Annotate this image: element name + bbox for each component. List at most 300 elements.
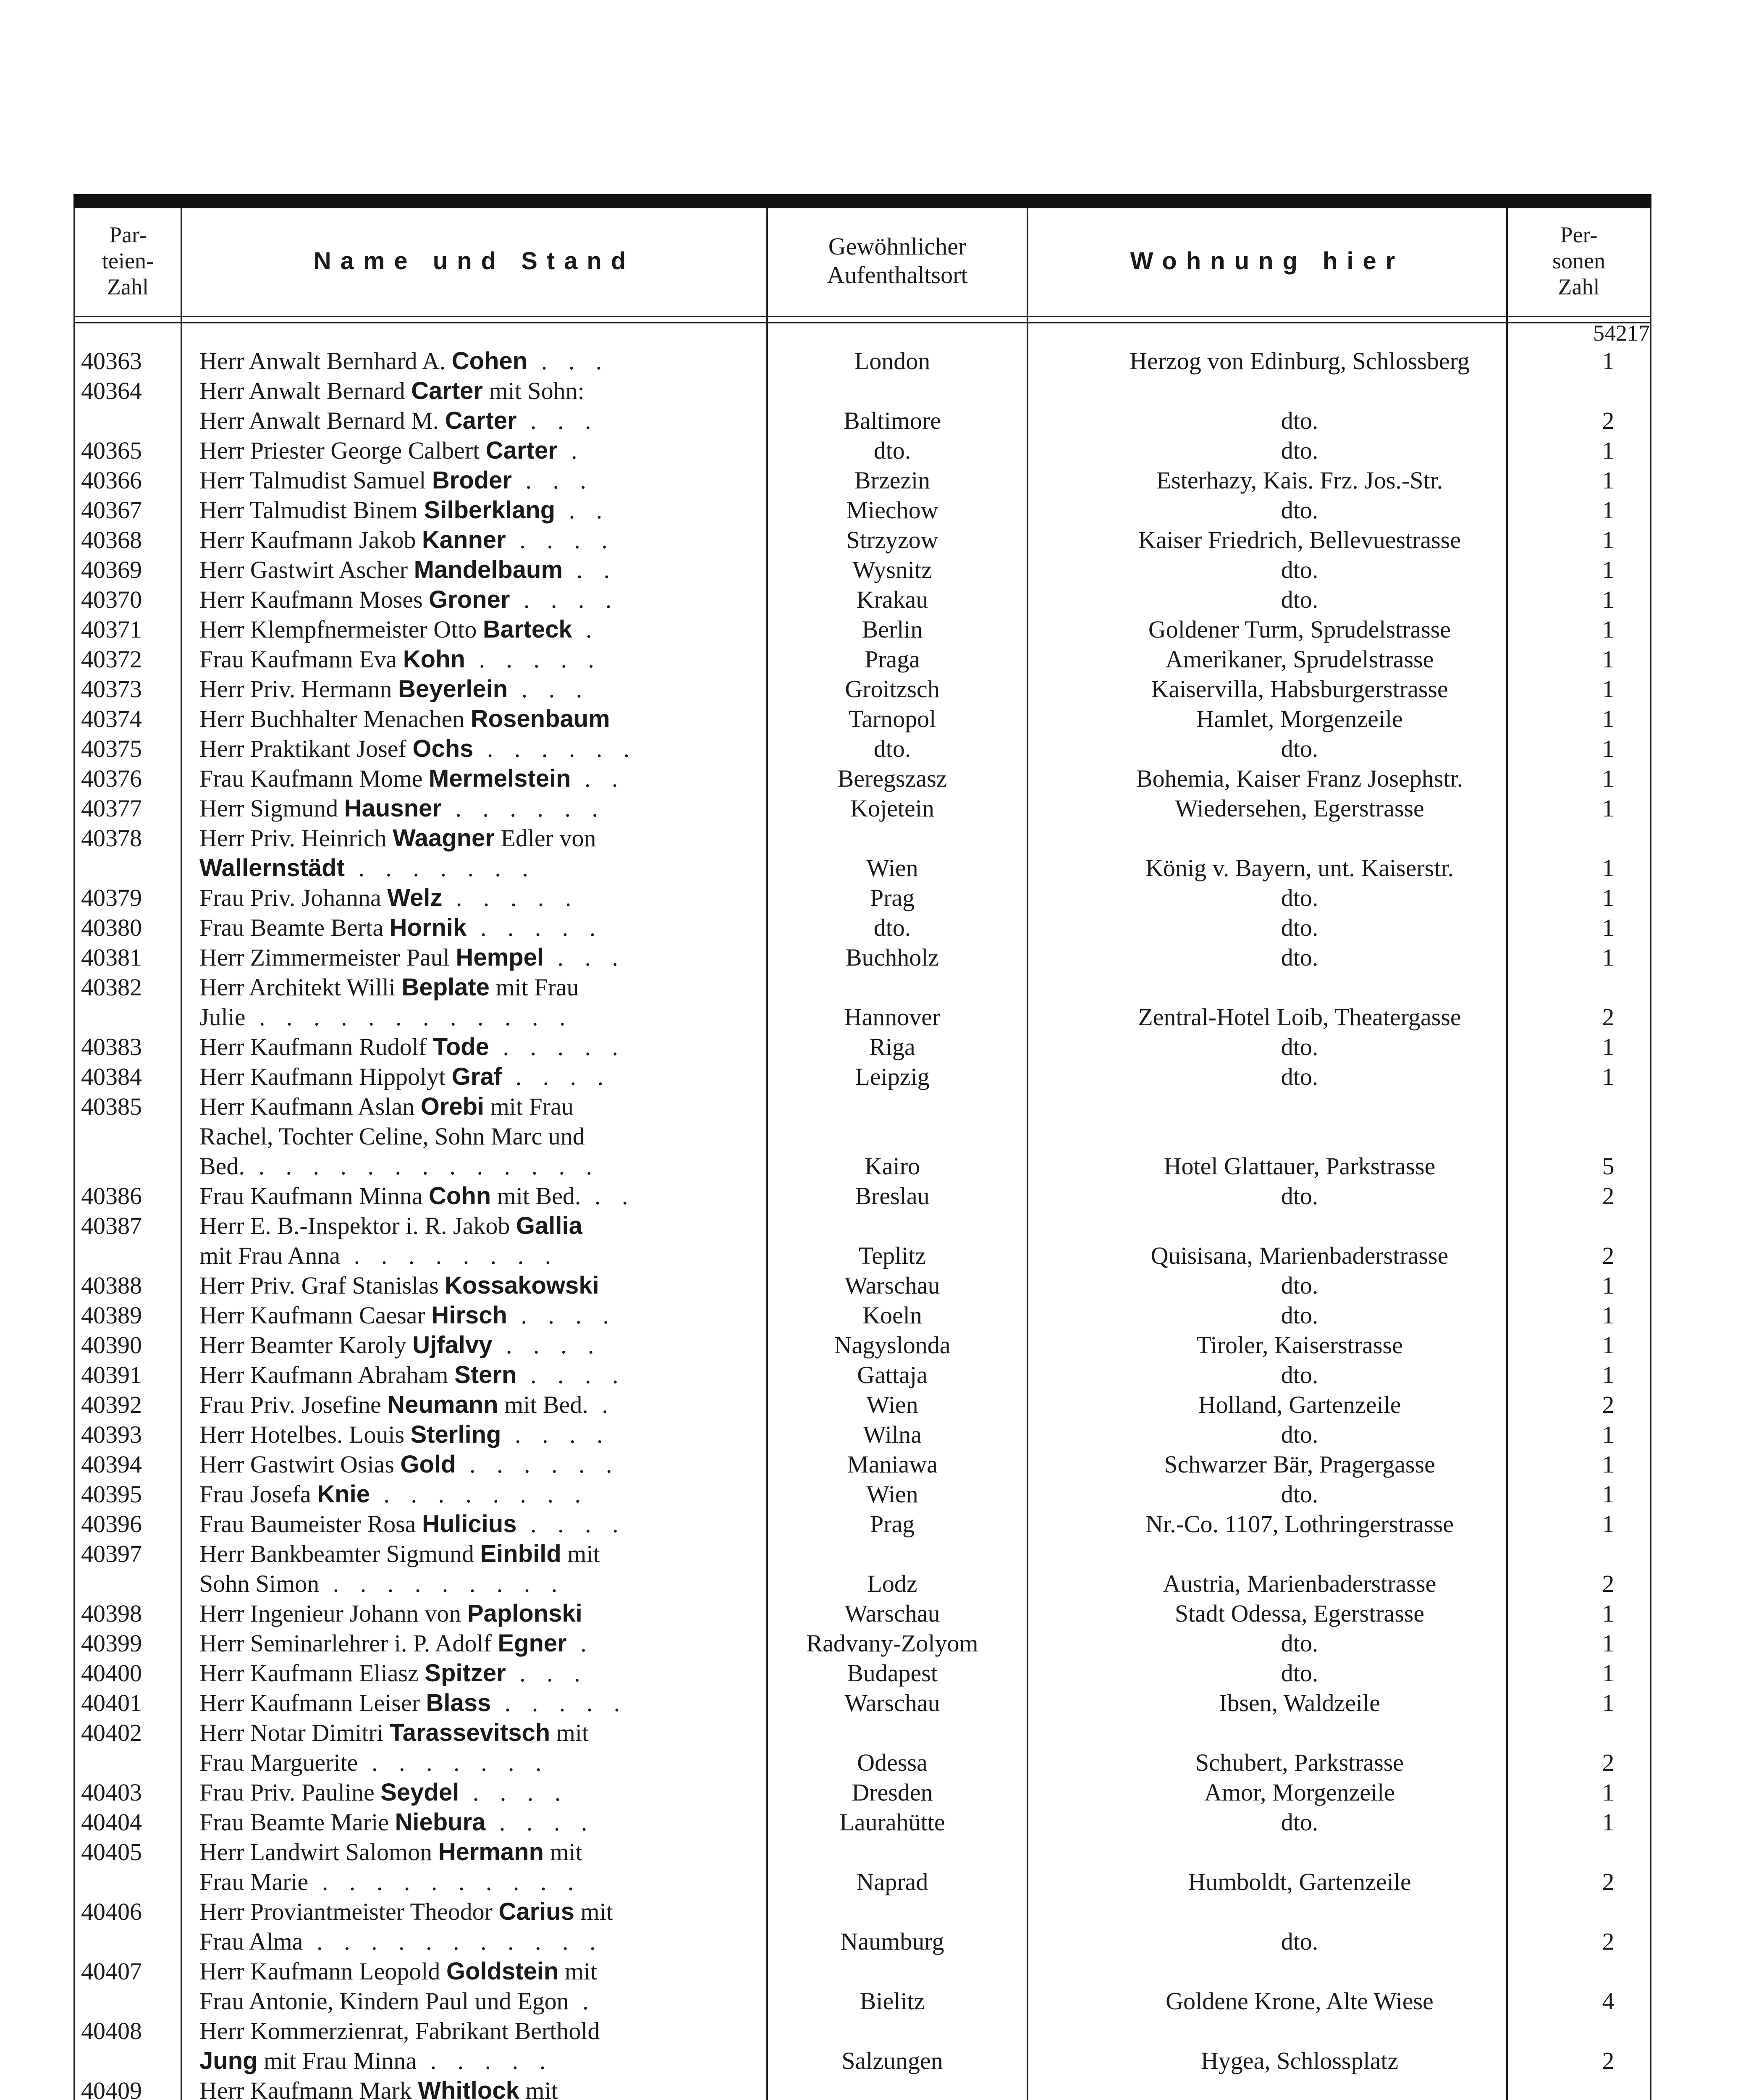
party-number: 40409 bbox=[81, 2077, 142, 2100]
local-address: Amerikaner, Sprudelstrasse bbox=[1165, 646, 1434, 673]
person-count: 1 bbox=[1602, 795, 1615, 822]
header-num-line: Zahl bbox=[107, 274, 149, 299]
usual-residence: Naprad bbox=[856, 1868, 928, 1895]
surname: Carius bbox=[498, 1898, 574, 1925]
party-number: 40403 bbox=[81, 1779, 142, 1806]
usual-residence: London bbox=[854, 347, 930, 375]
name-and-title bbox=[199, 1300, 833, 1330]
local-address: dto. bbox=[1281, 1421, 1318, 1448]
person-count: 1 bbox=[1602, 675, 1615, 703]
person-count: 1 bbox=[1602, 765, 1615, 792]
table-row bbox=[73, 674, 1651, 704]
local-address: Goldene Krone, Alte Wiese bbox=[1166, 1987, 1434, 2015]
header-name-und-stand: Name und Stand bbox=[313, 247, 635, 275]
surname: Stern bbox=[454, 1361, 517, 1389]
usual-residence: Strzyzow bbox=[846, 526, 938, 554]
table-row bbox=[73, 1837, 1651, 1867]
table-row bbox=[73, 1927, 1651, 1956]
person-count: 1 bbox=[1602, 735, 1615, 762]
table-row bbox=[73, 614, 1651, 644]
name-text: Herr Talmudist Samuel bbox=[199, 467, 432, 494]
name-and-title bbox=[199, 823, 833, 853]
name-and-title bbox=[199, 1867, 833, 1897]
usual-residence: Teplitz bbox=[858, 1242, 926, 1269]
name-text: Herr Kaufmann Jakob bbox=[199, 526, 422, 554]
person-count: 1 bbox=[1602, 616, 1615, 643]
name-and-title bbox=[199, 1569, 833, 1599]
leader-dots: . . bbox=[581, 1182, 636, 1210]
surname: Welz bbox=[387, 884, 443, 911]
table-row bbox=[73, 1330, 1651, 1360]
leader-dots: . . . . . bbox=[465, 646, 602, 673]
name-text: Herr Kaufmann Moses bbox=[199, 586, 429, 613]
name-and-title bbox=[199, 942, 833, 972]
name-text: Herr Notar Dimitri bbox=[199, 1719, 390, 1746]
person-count: 1 bbox=[1602, 347, 1615, 375]
table-row bbox=[73, 436, 1651, 465]
name-text: Frau Antonie, Kindern Paul und Egon bbox=[199, 1987, 569, 2015]
leader-dots: . . . . bbox=[459, 1779, 569, 1806]
surname: Knie bbox=[317, 1480, 370, 1508]
table-row bbox=[73, 346, 1651, 376]
leader-dots: . bbox=[572, 616, 600, 643]
table-row bbox=[73, 1539, 1651, 1569]
table-row bbox=[73, 2016, 1651, 2046]
person-count: 1 bbox=[1602, 467, 1615, 494]
name-text: Bed. bbox=[199, 1152, 245, 1180]
table-row bbox=[73, 1092, 1651, 1121]
party-number: 40365 bbox=[81, 437, 142, 464]
leader-dots: . . . . . bbox=[417, 2047, 553, 2074]
party-number: 40374 bbox=[81, 705, 142, 732]
leader-dots: . . . bbox=[527, 347, 610, 375]
surname: Kanner bbox=[422, 526, 506, 554]
local-address: dto. bbox=[1281, 1480, 1318, 1508]
party-number: 40378 bbox=[81, 824, 142, 852]
local-address: dto. bbox=[1281, 1033, 1318, 1060]
table-row bbox=[73, 1121, 1651, 1151]
table-row bbox=[73, 883, 1651, 913]
usual-residence: Baltimore bbox=[844, 407, 941, 434]
local-address: dto. bbox=[1281, 1659, 1318, 1687]
party-number: 40367 bbox=[81, 496, 142, 524]
name-text: Herr Bankbeamter Sigmund bbox=[199, 1540, 480, 1567]
usual-residence: Gattaja bbox=[857, 1361, 928, 1389]
top-rule bbox=[73, 194, 1651, 208]
surname: Whitlock bbox=[418, 2077, 519, 2100]
table-row bbox=[73, 1360, 1651, 1390]
usual-residence: Beregszasz bbox=[837, 765, 947, 792]
surname: Neumann bbox=[387, 1391, 498, 1418]
local-address: Ibsen, Waldzeile bbox=[1219, 1689, 1380, 1717]
name-and-title bbox=[199, 1986, 833, 2016]
name-suffix: mit bbox=[550, 1719, 589, 1746]
party-number: 40405 bbox=[81, 1838, 142, 1866]
name-and-title bbox=[199, 525, 833, 555]
table-row bbox=[73, 1599, 1651, 1628]
leader-dots: . . . . . . . . . . . . . bbox=[244, 1152, 600, 1180]
local-address: Zentral-Hotel Loib, Theatergasse bbox=[1138, 1003, 1461, 1031]
name-text: Herr Beamter Karoly bbox=[199, 1331, 413, 1359]
table-row bbox=[73, 1151, 1651, 1181]
surname: Jung bbox=[199, 2047, 258, 2074]
local-address: Schubert, Parkstrasse bbox=[1195, 1749, 1404, 1776]
person-count: 1 bbox=[1602, 854, 1615, 882]
name-and-title bbox=[199, 644, 833, 674]
name-and-title bbox=[199, 1151, 833, 1181]
name-and-title bbox=[199, 1092, 833, 1121]
name-text: Frau Josefa bbox=[199, 1480, 317, 1508]
name-and-title bbox=[199, 1807, 833, 1837]
name-and-title bbox=[199, 2076, 833, 2100]
leader-dots: . . . . . . bbox=[441, 795, 605, 822]
name-text: mit Frau Anna bbox=[199, 1242, 341, 1269]
party-number: 40368 bbox=[81, 526, 142, 554]
usual-residence: Berlin bbox=[862, 616, 923, 643]
person-count: 1 bbox=[1602, 1033, 1615, 1060]
name-text: Frau Beamte Marie bbox=[199, 1809, 395, 1836]
header-pers-line: sonen bbox=[1552, 248, 1605, 273]
name-text: Rachel, Tochter Celine, Sohn Marc und bbox=[199, 1123, 585, 1150]
local-address: Goldener Turm, Sprudelstrasse bbox=[1148, 616, 1451, 643]
name-and-title bbox=[199, 1211, 833, 1241]
header-parteien-zahl bbox=[75, 208, 181, 313]
name-text: Frau Priv. Pauline bbox=[199, 1779, 381, 1806]
name-and-title bbox=[199, 585, 833, 614]
name-and-title bbox=[199, 1539, 833, 1569]
party-number: 40396 bbox=[81, 1510, 142, 1538]
name-and-title bbox=[199, 853, 833, 883]
name-and-title bbox=[199, 1002, 833, 1032]
local-address: dto. bbox=[1281, 735, 1318, 762]
party-number: 40366 bbox=[81, 467, 142, 494]
surname: Einbild bbox=[480, 1540, 561, 1567]
party-number: 40387 bbox=[81, 1212, 142, 1239]
local-address: Herzog von Edinburg, Schlossberg bbox=[1130, 347, 1470, 375]
name-and-title bbox=[199, 1181, 833, 1211]
surname: Groner bbox=[429, 586, 510, 613]
party-number: 40363 bbox=[81, 347, 142, 375]
name-and-title bbox=[199, 1330, 833, 1360]
local-address: Tiroler, Kaiserstrasse bbox=[1196, 1331, 1403, 1359]
person-count: 2 bbox=[1602, 1868, 1615, 1895]
table-row bbox=[73, 525, 1651, 555]
party-number: 40402 bbox=[81, 1719, 142, 1746]
name-and-title bbox=[199, 1956, 833, 1986]
name-text: Herr Kommerzienrat, Fabrikant Berthold bbox=[199, 2017, 600, 2045]
name-text: Herr Anwalt Bernard M. bbox=[199, 407, 445, 434]
person-count: 2 bbox=[1602, 1391, 1615, 1418]
usual-residence: Kairo bbox=[864, 1152, 920, 1180]
surname: Mermelstein bbox=[429, 765, 571, 792]
surname: Mandelbaum bbox=[414, 556, 563, 583]
table-row bbox=[73, 1956, 1651, 1986]
name-text: Herr E. B.-Inspektor i. R. Jakob bbox=[199, 1212, 516, 1239]
surname: Carter bbox=[411, 377, 483, 404]
leader-dots: . . . . . . . . bbox=[370, 1480, 588, 1508]
table-row bbox=[73, 1390, 1651, 1420]
local-address: Quisisana, Marienbaderstrasse bbox=[1151, 1242, 1449, 1269]
surname: Kohn bbox=[403, 646, 465, 673]
table-row bbox=[73, 942, 1651, 972]
usual-residence: Warschau bbox=[844, 1272, 940, 1299]
leader-dots: . . . . . . . . . bbox=[319, 1570, 565, 1597]
name-text: Frau Alma bbox=[199, 1928, 303, 1955]
party-number: 40389 bbox=[81, 1302, 142, 1329]
person-count: 1 bbox=[1602, 1600, 1615, 1627]
name-text: Herr Gastwirt Osias bbox=[199, 1451, 401, 1478]
local-address: dto. bbox=[1281, 1272, 1318, 1299]
surname: Broder bbox=[432, 467, 512, 494]
surname: Cohen bbox=[451, 347, 528, 375]
table-row bbox=[73, 1867, 1651, 1897]
party-number: 40385 bbox=[81, 1093, 142, 1120]
local-address: Holland, Gartenzeile bbox=[1198, 1391, 1401, 1418]
person-count: 1 bbox=[1602, 496, 1615, 524]
surname: Kossakowski bbox=[445, 1272, 599, 1299]
name-and-title bbox=[199, 913, 833, 942]
surname: Wallernstädt bbox=[199, 854, 345, 882]
name-suffix: mit Bed. bbox=[498, 1391, 588, 1418]
usual-residence: Wilna bbox=[863, 1421, 922, 1448]
table-row bbox=[73, 2076, 1651, 2100]
local-address: Hygea, Schlossplatz bbox=[1200, 2047, 1399, 2074]
table-row bbox=[73, 734, 1651, 764]
party-number: 40390 bbox=[81, 1331, 142, 1359]
name-text: Frau Marguerite bbox=[199, 1749, 358, 1776]
party-number: 40377 bbox=[81, 795, 142, 822]
person-count: 2 bbox=[1602, 407, 1615, 434]
local-address: Kaiser Friedrich, Bellevuestrasse bbox=[1138, 526, 1461, 554]
party-number: 40382 bbox=[81, 974, 142, 1001]
carry-over-top: 54217 bbox=[1593, 320, 1650, 346]
leader-dots: . . . . . . . . bbox=[340, 1242, 559, 1269]
name-text: Herr Talmudist Binem bbox=[199, 496, 424, 524]
name-text: Herr Landwirt Salomon bbox=[199, 1838, 438, 1866]
surname: Rosenbaum bbox=[470, 705, 610, 732]
name-text: Herr Kaufmann Leopold bbox=[199, 1958, 446, 1985]
person-count: 1 bbox=[1602, 556, 1615, 583]
header-pers-line: Per- bbox=[1560, 222, 1598, 247]
leader-dots: . . . . . . bbox=[456, 1451, 620, 1478]
person-count: 2 bbox=[1602, 1928, 1615, 1955]
person-count: 1 bbox=[1602, 1272, 1615, 1299]
table-row bbox=[73, 793, 1651, 823]
person-count: 1 bbox=[1602, 1630, 1615, 1657]
name-and-title bbox=[199, 614, 833, 644]
surname: Hulicius bbox=[422, 1510, 517, 1538]
name-and-title bbox=[199, 764, 833, 793]
leader-dots: . . . . . . . bbox=[344, 854, 536, 882]
name-and-title bbox=[199, 495, 833, 525]
party-number: 40384 bbox=[81, 1063, 142, 1090]
header-num-line: Par- bbox=[109, 222, 147, 247]
table-row bbox=[73, 555, 1651, 585]
usual-residence: Naumburg bbox=[840, 1928, 944, 1955]
person-count: 5 bbox=[1602, 1152, 1615, 1180]
usual-residence: Riga bbox=[869, 1033, 915, 1060]
name-suffix: mit Bed. bbox=[491, 1182, 581, 1210]
usual-residence: Wien bbox=[866, 1391, 918, 1418]
person-count: 1 bbox=[1602, 914, 1615, 941]
leader-dots: . bbox=[566, 1630, 594, 1657]
name-suffix: mit bbox=[558, 1958, 598, 1985]
name-text: Frau Kaufmann Mome bbox=[199, 765, 429, 792]
usual-residence: dto. bbox=[873, 735, 911, 762]
surname: Hermann bbox=[438, 1838, 544, 1866]
name-text: Herr Priv. Hermann bbox=[199, 675, 398, 703]
person-count: 2 bbox=[1602, 1003, 1615, 1031]
party-number: 40407 bbox=[81, 1958, 142, 1985]
local-address: dto. bbox=[1281, 1630, 1318, 1657]
name-text: Herr Kaufmann Mark bbox=[199, 2077, 418, 2100]
name-and-title bbox=[199, 376, 833, 406]
usual-residence: Brzezin bbox=[854, 467, 930, 494]
party-number: 40375 bbox=[81, 735, 142, 762]
name-text: Herr Gastwirt Ascher bbox=[199, 556, 414, 583]
leader-dots: . . . . bbox=[516, 1510, 626, 1538]
leader-dots: . . . bbox=[543, 944, 626, 971]
name-text: Frau Kaufmann Minna bbox=[199, 1182, 429, 1210]
table-row bbox=[73, 1777, 1651, 1807]
name-and-title bbox=[199, 704, 833, 734]
table-row bbox=[73, 1807, 1651, 1837]
table-row bbox=[73, 1479, 1651, 1509]
person-count: 2 bbox=[1602, 1242, 1615, 1269]
surname: Hornik bbox=[389, 914, 467, 941]
name-text: Frau Kaufmann Eva bbox=[199, 646, 403, 673]
person-count: 1 bbox=[1602, 646, 1615, 673]
usual-residence: Prag bbox=[870, 884, 915, 911]
header-personen-zahl bbox=[1508, 208, 1650, 313]
table-row bbox=[73, 1449, 1651, 1479]
name-text: Herr Anwalt Bernard bbox=[199, 377, 412, 404]
leader-dots: . . . . bbox=[502, 1063, 611, 1090]
name-text: Julie bbox=[199, 1003, 246, 1031]
leader-dots: . . . . . bbox=[442, 884, 579, 911]
header-aufenthaltsort bbox=[768, 208, 1027, 313]
party-number: 40401 bbox=[81, 1689, 142, 1717]
name-text: Herr Kaufmann Abraham bbox=[199, 1361, 455, 1389]
party-number: 40395 bbox=[81, 1480, 142, 1508]
usual-residence: Radvany-Zolyom bbox=[806, 1630, 978, 1657]
local-address: dto. bbox=[1281, 496, 1318, 524]
local-address: dto. bbox=[1281, 1928, 1318, 1955]
name-text: Frau Priv. Johanna bbox=[199, 884, 388, 911]
person-count: 1 bbox=[1602, 526, 1615, 554]
party-number: 40369 bbox=[81, 556, 142, 583]
party-number: 40399 bbox=[81, 1630, 142, 1657]
leader-dots: . bbox=[557, 437, 585, 464]
usual-residence: Breslau bbox=[855, 1182, 930, 1210]
usual-residence: Leipzig bbox=[855, 1063, 930, 1090]
party-number: 40371 bbox=[81, 616, 142, 643]
name-and-title bbox=[199, 1748, 833, 1777]
name-text: Frau Baumeister Rosa bbox=[199, 1510, 422, 1538]
surname: Hirsch bbox=[431, 1302, 507, 1329]
name-and-title bbox=[199, 346, 833, 376]
local-address: dto. bbox=[1281, 1302, 1318, 1329]
surname: Carter bbox=[485, 437, 558, 464]
person-count: 2 bbox=[1602, 1570, 1615, 1597]
table-row bbox=[73, 1986, 1651, 2016]
person-count: 2 bbox=[1602, 2047, 1615, 2074]
name-suffix: mit Sohn: bbox=[482, 377, 584, 404]
leader-dots: . . . . bbox=[506, 526, 615, 554]
leader-dots: . . bbox=[563, 556, 618, 583]
name-text: Herr Praktikant Josef bbox=[199, 735, 413, 762]
table-row bbox=[73, 1509, 1651, 1539]
usual-residence: Bielitz bbox=[860, 1987, 925, 2015]
usual-residence: Dresden bbox=[852, 1779, 933, 1806]
local-address: Hotel Glattauer, Parkstrasse bbox=[1164, 1152, 1436, 1180]
local-address: Amor, Morgenzeile bbox=[1204, 1779, 1395, 1806]
name-text: Herr Anwalt Bernhard A. bbox=[199, 347, 452, 375]
local-address: dto. bbox=[1281, 1361, 1318, 1389]
register-table bbox=[73, 194, 1651, 2100]
leader-dots: . . . . . bbox=[467, 914, 603, 941]
name-and-title bbox=[199, 972, 833, 1002]
name-and-title bbox=[199, 1032, 833, 1062]
name-and-title bbox=[199, 1449, 833, 1479]
table-row bbox=[73, 913, 1651, 942]
usual-residence: Maniawa bbox=[847, 1451, 938, 1478]
name-text: Herr Kaufmann Leiser bbox=[199, 1689, 426, 1717]
person-count: 2 bbox=[1602, 1749, 1615, 1776]
leader-dots: . . . . . . . . . . bbox=[308, 1868, 582, 1895]
name-and-title bbox=[199, 1688, 833, 1718]
name-and-title bbox=[199, 1360, 833, 1390]
name-text: Herr Sigmund bbox=[199, 795, 344, 822]
table-row bbox=[73, 1241, 1651, 1270]
table-row bbox=[73, 853, 1651, 883]
local-address: dto. bbox=[1281, 586, 1318, 613]
usual-residence: Odessa bbox=[857, 1749, 928, 1776]
name-text: Herr Kaufmann Eliasz bbox=[199, 1659, 425, 1687]
name-text: Herr Ingenieur Johann von bbox=[199, 1600, 467, 1627]
person-count: 1 bbox=[1602, 1361, 1615, 1389]
header-rule bbox=[73, 322, 1651, 323]
party-number: 40393 bbox=[81, 1421, 142, 1448]
header-loc-line: Aufenthaltsort bbox=[827, 261, 968, 289]
party-number: 40379 bbox=[81, 884, 142, 911]
table-row bbox=[73, 1270, 1651, 1300]
table-row bbox=[73, 465, 1651, 495]
surname: Goldstein bbox=[446, 1958, 559, 1985]
name-and-title bbox=[199, 406, 833, 436]
leader-dots: . . . . bbox=[485, 1809, 595, 1836]
usual-residence: Budapest bbox=[847, 1659, 938, 1687]
table-row bbox=[73, 585, 1651, 614]
local-address: dto. bbox=[1281, 914, 1318, 941]
name-text: Herr Kaufmann Aslan bbox=[199, 1093, 421, 1120]
local-address: dto. bbox=[1281, 884, 1318, 911]
surname: Spitzer bbox=[425, 1659, 506, 1687]
name-and-title bbox=[199, 436, 833, 465]
table-row bbox=[73, 1897, 1651, 1927]
local-address: dto. bbox=[1281, 1182, 1318, 1210]
table-row bbox=[73, 1628, 1651, 1658]
person-count: 1 bbox=[1602, 705, 1615, 732]
table-row bbox=[73, 1002, 1651, 1032]
name-text: Herr Buchhalter Menachen bbox=[199, 705, 471, 732]
party-number: 40380 bbox=[81, 914, 142, 941]
usual-residence: Krakau bbox=[856, 586, 928, 613]
name-text: Herr Architekt Willi bbox=[199, 974, 402, 1001]
header-wohnung-hier: Wohnung hier bbox=[1130, 247, 1405, 275]
surname: Niebura bbox=[395, 1809, 486, 1836]
name-suffix: mit Frau bbox=[489, 974, 579, 1001]
